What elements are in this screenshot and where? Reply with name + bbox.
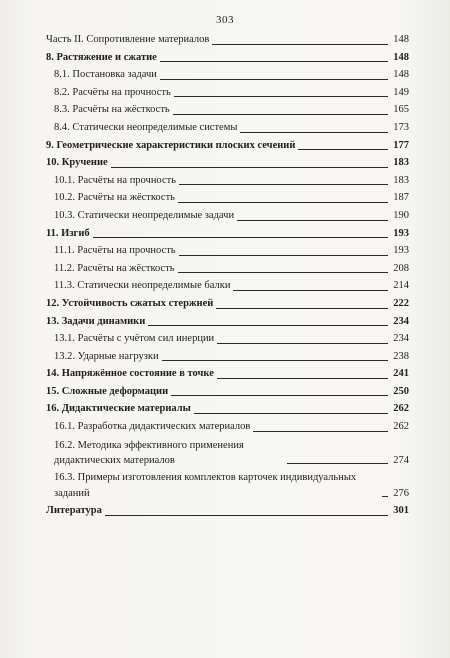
toc-entry-title: Часть II. Сопротивление материалов <box>46 34 210 45</box>
toc-entry-title: 10.2. Расчёты на жёсткость <box>54 192 175 204</box>
toc-leader <box>179 184 388 185</box>
toc-entry-chapter-16[interactable] <box>46 400 409 418</box>
toc-entry-16-3[interactable] <box>46 470 409 501</box>
toc-entry-11-1[interactable] <box>46 242 409 260</box>
toc-entry-title: 15. Сложные деформации <box>46 385 169 397</box>
toc-entry-title: 12. Устойчивость сжатых стержней <box>46 297 214 309</box>
toc-entry-8-2[interactable] <box>46 84 409 102</box>
toc-entry-title: 11.2. Расчёты на жёсткость <box>54 262 175 274</box>
toc-entry-title: 8.4. Статически неопределимые системы <box>54 121 238 133</box>
toc-leader <box>253 431 388 432</box>
toc-entry-title: 13. Задачи динамики <box>46 315 146 327</box>
toc-entry-page: 214 <box>393 280 409 292</box>
toc-entry-page: 241 <box>393 368 409 380</box>
toc-entry-8-4[interactable] <box>46 119 409 137</box>
toc-entry-title: 11.1. Расчёты на прочность <box>54 245 176 257</box>
toc-entry-page: 193 <box>393 227 409 239</box>
toc-entry-chapter-15[interactable] <box>46 383 409 401</box>
toc-entry-16-1[interactable] <box>46 418 409 436</box>
toc-entry-title: 8.2. Расчёты на прочность <box>54 86 171 98</box>
toc-entry-page: 187 <box>393 192 409 204</box>
toc-leader <box>111 167 388 168</box>
toc-entry-title: 11.3. Статически неопределимые балки <box>54 280 231 292</box>
toc-entry-page: 222 <box>393 297 409 309</box>
toc-entry-13-2[interactable] <box>46 348 409 366</box>
toc-entry-page: 148 <box>393 51 409 63</box>
toc-leader <box>382 496 388 497</box>
toc-entry-page: 173 <box>393 121 409 133</box>
toc-entry-title: 13.1. Расчёты с учётом сил инерции <box>54 333 215 345</box>
toc-entry-10-1[interactable] <box>46 172 409 190</box>
toc-entry-title: 8.1. Постановка задачи <box>54 69 157 81</box>
toc-entry-title: 16.1. Разработка дидактических материалов <box>54 421 251 433</box>
toc-leader <box>179 255 388 256</box>
toc-entry-page: 149 <box>393 86 409 98</box>
toc-entry-page: 165 <box>393 104 409 116</box>
toc-entry-title: 10.1. Расчёты на прочность <box>54 174 176 186</box>
toc-leader <box>171 395 388 396</box>
toc-entry-8-1[interactable] <box>46 66 409 84</box>
toc-entry-16-2[interactable] <box>46 438 409 469</box>
toc-entry-chapter-12[interactable] <box>46 295 409 313</box>
toc-leader <box>174 96 388 97</box>
toc-leader <box>93 237 388 238</box>
toc-leader <box>212 44 388 45</box>
toc-entry-page: 262 <box>393 421 409 433</box>
toc-leader <box>240 132 388 133</box>
toc-entry-page: 208 <box>393 262 409 274</box>
toc-entry-title: 16.2. Методика эффективного применения дидактических материалов <box>54 439 244 467</box>
toc-leader <box>298 149 388 150</box>
toc-entry-title: Литература <box>46 505 102 517</box>
toc-entry-title: 11. Изгиб <box>46 227 90 239</box>
toc-entry-title: 14. Напряжённое состояние в точке <box>46 368 214 380</box>
page-number: 303 <box>216 14 234 26</box>
toc-leader <box>216 308 388 309</box>
toc-entry-title: 9. Геометрические характеристики плоских сечений <box>46 139 296 151</box>
toc-entry-page: 274 <box>393 455 409 467</box>
toc-entry-title: 16. Дидактические материалы <box>46 403 191 415</box>
toc-entry-chapter-11[interactable] <box>46 225 409 243</box>
toc-entry-page: 148 <box>393 34 409 45</box>
toc-entry-title: 8.3. Расчёты на жёсткость <box>54 104 170 116</box>
toc-leader <box>178 202 388 203</box>
toc-entry-10-3[interactable] <box>46 207 409 225</box>
toc-entry-title: 16.3. Примеры изготовления комплектов карточек индивидуальных заданий <box>54 472 357 499</box>
toc-leader <box>173 114 388 115</box>
toc-leader <box>148 325 388 326</box>
toc-entry-13-1[interactable] <box>46 330 409 348</box>
toc-entry-page: 301 <box>393 505 409 517</box>
toc-entry-8-3[interactable] <box>46 101 409 119</box>
toc-entry-page: 234 <box>393 333 409 345</box>
toc-entry-title: 8. Растяжение и сжатие <box>46 51 157 63</box>
toc-leader <box>162 360 388 361</box>
toc-entry-part-2[interactable] <box>46 31 409 49</box>
table-of-contents <box>46 31 409 520</box>
toc-entry-page: 148 <box>393 69 409 81</box>
toc-entry-literature[interactable] <box>46 502 409 520</box>
toc-leader <box>160 79 388 80</box>
toc-entry-page: 190 <box>393 209 409 221</box>
toc-entry-page: 177 <box>393 139 409 151</box>
toc-leader <box>217 343 388 344</box>
toc-entry-11-2[interactable] <box>46 260 409 278</box>
toc-leader <box>194 413 388 414</box>
toc-entry-page: 250 <box>393 385 409 397</box>
toc-leader <box>178 272 388 273</box>
toc-entry-page: 276 <box>393 487 409 499</box>
toc-entry-chapter-9[interactable] <box>46 137 409 155</box>
toc-entry-11-3[interactable] <box>46 277 409 295</box>
toc-leader <box>105 515 388 516</box>
toc-entry-page: 262 <box>393 403 409 415</box>
toc-entry-chapter-14[interactable] <box>46 365 409 383</box>
toc-entry-title: 10.3. Статически неопределимые задачи <box>54 209 235 221</box>
toc-entry-chapter-10[interactable] <box>46 154 409 172</box>
toc-entry-chapter-8[interactable] <box>46 49 409 67</box>
toc-entry-page: 183 <box>393 157 409 169</box>
toc-leader <box>237 220 388 221</box>
toc-entry-page: 183 <box>393 174 409 186</box>
toc-entry-10-2[interactable] <box>46 189 409 207</box>
toc-leader <box>217 378 388 379</box>
toc-entry-chapter-13[interactable] <box>46 313 409 331</box>
toc-entry-page: 193 <box>393 245 409 257</box>
toc-leader <box>160 61 388 62</box>
toc-entry-title: 10. Кручение <box>46 157 108 169</box>
toc-entry-page: 234 <box>393 315 409 327</box>
toc-leader <box>287 463 388 464</box>
toc-entry-page: 238 <box>393 350 409 362</box>
toc-leader <box>233 290 388 291</box>
toc-entry-title: 13.2. Ударные нагрузки <box>54 350 159 362</box>
